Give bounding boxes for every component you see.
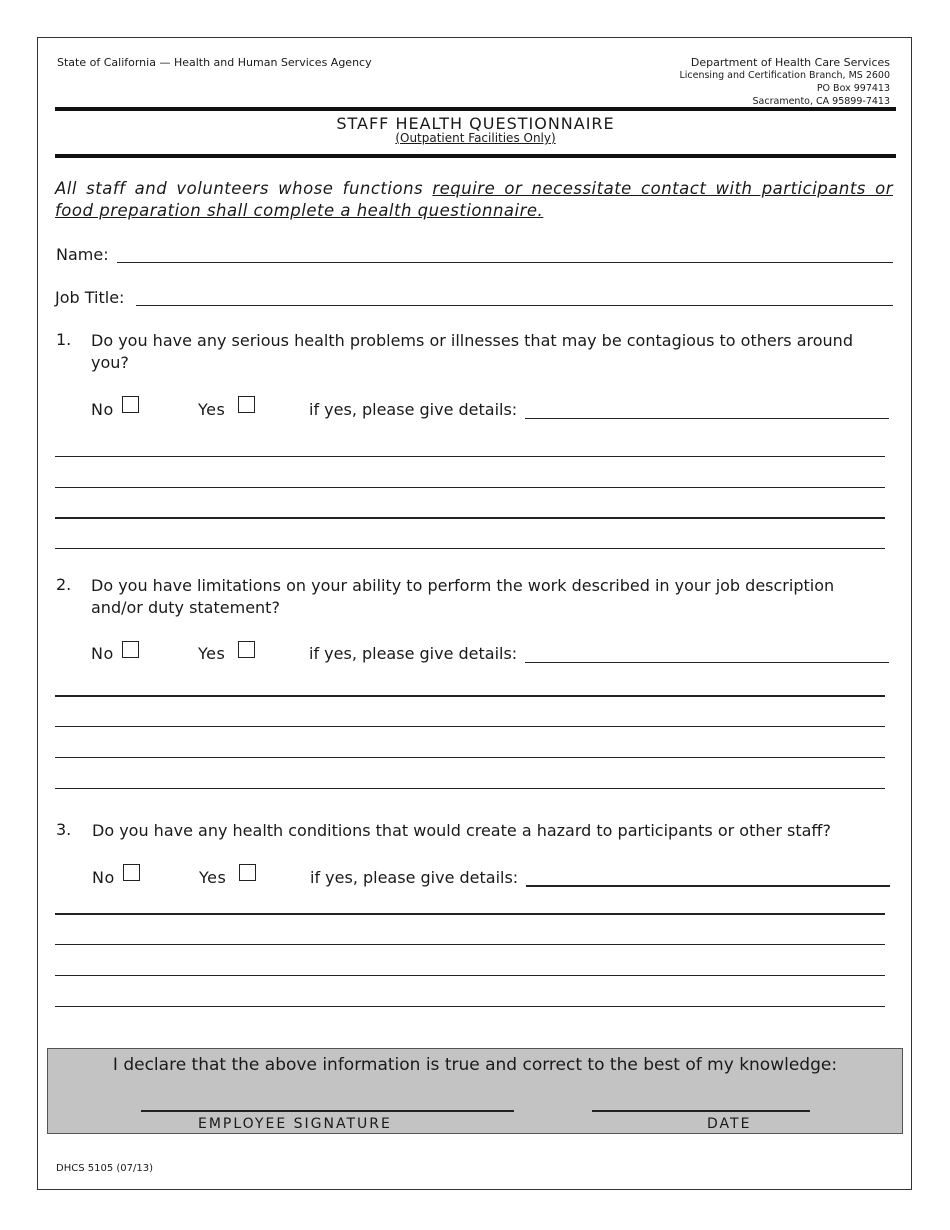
question-2-details-line[interactable]: [525, 662, 889, 663]
question-1-answer-line-2[interactable]: [55, 487, 885, 488]
question-1-answer-line-4[interactable]: [55, 548, 885, 549]
job-title-input-line[interactable]: [136, 305, 893, 306]
question-1-details-label: if yes, please give details:: [309, 400, 518, 419]
city-zip: Sacramento, CA 95899-7413: [752, 96, 890, 107]
question-2-answer-line-4[interactable]: [55, 788, 885, 789]
department-name: Department of Health Care Services: [690, 56, 890, 69]
date-line[interactable]: [592, 1110, 810, 1112]
question-3-yes-label: Yes: [199, 868, 227, 887]
date-label: DATE: [707, 1116, 752, 1132]
name-label: Name:: [56, 245, 109, 264]
question-2-number: 2.: [56, 575, 72, 594]
question-3-answer-line-1[interactable]: [55, 913, 885, 915]
name-input-line[interactable]: [117, 262, 893, 263]
title-block: [55, 114, 896, 145]
question-2-answer-line-1[interactable]: [55, 695, 885, 697]
question-3-no-label: No: [92, 868, 115, 887]
question-2-yes-checkbox[interactable]: [238, 641, 255, 658]
question-2-no-checkbox[interactable]: [122, 641, 139, 658]
signature-label: EMPLOYEE SIGNATURE: [198, 1116, 392, 1132]
question-1-no-label: No: [91, 400, 114, 419]
branch-name: Licensing and Certification Branch, MS 2600: [679, 70, 890, 81]
agency-name: State of California — Health and Human Services Agency: [57, 56, 372, 69]
question-3-answer-line-4[interactable]: [55, 1006, 885, 1007]
question-3-no-checkbox[interactable]: [123, 864, 140, 881]
question-2-no-label: No: [91, 644, 114, 663]
question-3-details-label: if yes, please give details:: [310, 868, 519, 887]
question-3-details-line[interactable]: [526, 885, 890, 887]
question-1-details-line[interactable]: [525, 418, 889, 419]
question-1-text: Do you have any serious health problems or illnesses that may be contagious to others around you?: [91, 331, 853, 372]
instructions: [55, 178, 893, 222]
signature-line[interactable]: [141, 1110, 514, 1112]
question-2-details-label: if yes, please give details:: [309, 644, 518, 663]
header-rule-bottom: [55, 154, 896, 158]
question-2-answer-line-3[interactable]: [55, 757, 885, 758]
form-number: DHCS 5105 (07/13): [56, 1163, 153, 1174]
job-title-label: Job Title:: [55, 288, 125, 307]
question-3-text: Do you have any health conditions that would create a hazard to participants or other staff?: [92, 821, 831, 840]
question-2-yes-label: Yes: [198, 644, 226, 663]
question-1-answer-line-3[interactable]: [55, 517, 885, 519]
instructions-plain: All staff and volunteers whose functions: [55, 179, 433, 198]
question-2-answer-line-2[interactable]: [55, 726, 885, 727]
question-1-no-checkbox[interactable]: [122, 396, 139, 413]
po-box: PO Box 997413: [816, 83, 890, 94]
page-subtitle: (Outpatient Facilities Only): [395, 131, 556, 145]
question-1-number: 1.: [56, 330, 72, 349]
page-title: STAFF HEALTH QUESTIONNAIRE: [336, 114, 615, 133]
question-3-yes-checkbox[interactable]: [239, 864, 256, 881]
header-rule-top: [55, 107, 896, 111]
question-1-yes-label: Yes: [198, 400, 226, 419]
question-1-answer-line-1[interactable]: [55, 456, 885, 457]
question-2-text: Do you have limitations on your ability to perform the work described in your job description and/or duty statement?: [91, 576, 835, 617]
question-3-number: 3.: [56, 820, 72, 839]
question-3-answer-line-2[interactable]: [55, 944, 885, 945]
question-3-answer-line-3[interactable]: [55, 975, 885, 976]
declaration-text: I declare that the above information is true and correct to the best of my knowledge:: [112, 1055, 838, 1075]
declaration-box: [47, 1048, 903, 1134]
question-1-yes-checkbox[interactable]: [238, 396, 255, 413]
instructions-underlined: require or necessitate contact with participants or food preparation shall complete a health questionnaire.: [55, 179, 893, 220]
department-address: [679, 56, 890, 108]
